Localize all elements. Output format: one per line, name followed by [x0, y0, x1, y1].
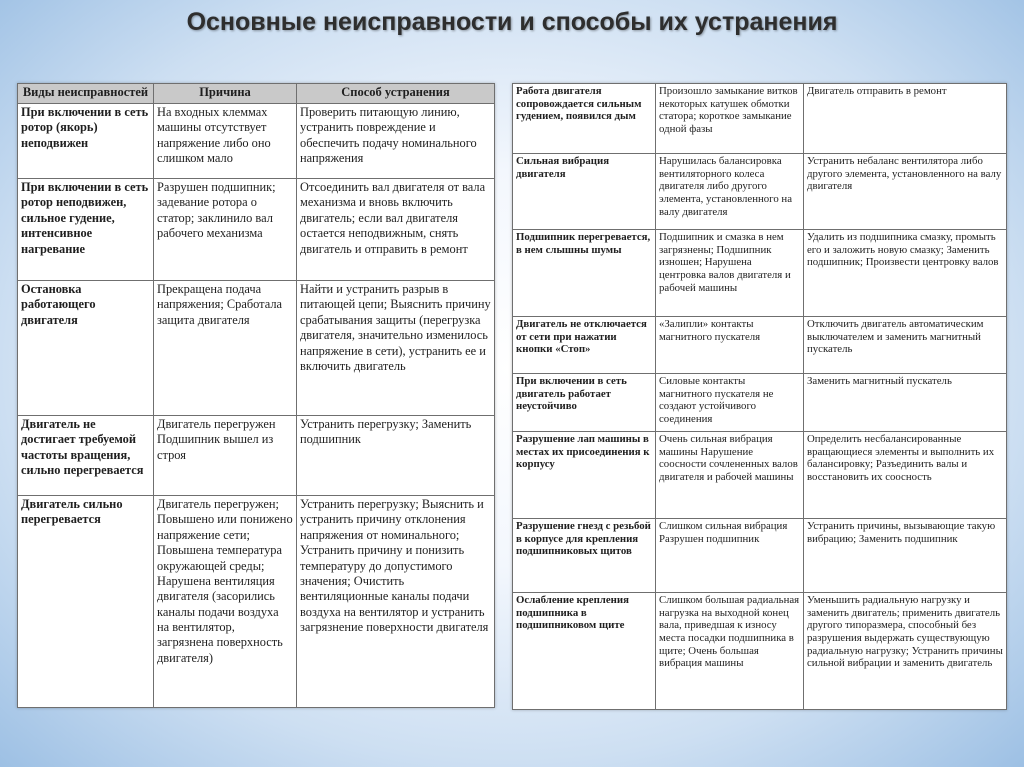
header-remedy: Способ устранения — [297, 84, 495, 104]
remedy-cell: Устранить небаланс вентилятора либо другого элемента, установленного на валу двигателя — [804, 154, 1007, 230]
fault-cell: Сильная вибрация двигателя — [513, 154, 656, 230]
table-row — [513, 230, 1007, 317]
table-row — [513, 519, 1007, 593]
fault-cell: При включении в сеть двигатель работает неустойчиво — [513, 374, 656, 432]
cause-cell: Слишком большая радиальная нагрузка на выходной конец вала, приведшая к износу места посадки подшипника в щите; Очень большая вибрация машины — [656, 593, 804, 710]
remedy-cell: Заменить магнитный пускатель — [804, 374, 1007, 432]
cause-cell: Двигатель перегружен Подшипник вышел из строя — [154, 416, 297, 496]
fault-cell: Двигатель сильно перегревается — [18, 496, 154, 708]
faults-table-left — [17, 83, 495, 708]
remedy-cell: Устранить перегрузку; Выяснить и устранить причину отклонения напряжения от номинального; Устранить причину и понизить температуру до допустимого значения; Очистить вентиляционные каналы подачи воздуха на вентилятор и устранить загрязнение поверхности двигателя — [297, 496, 495, 708]
cause-cell: Двигатель перегружен; Повышено или понижено напряжение сети; Повышена температура окружающей среды; Нарушена вентиляция двигателя (засорились каналы подачи воздуха на вентилятор, загрязнена поверхность двигателя) — [154, 496, 297, 708]
header-fault-types: Виды неисправностей — [18, 84, 154, 104]
cause-cell: Силовые контакты магнитного пускателя не создают устойчивого соединения — [656, 374, 804, 432]
fault-cell: Двигатель не отключается от сети при нажатии кнопки «Стоп» — [513, 317, 656, 374]
table-row — [513, 317, 1007, 374]
fault-cell: При включении в сеть ротор (якорь) неподвижен — [18, 104, 154, 179]
header-cause: Причина — [154, 84, 297, 104]
cause-cell: Подшипник и смазка в нем загрязнены; Подшипник изношен; Нарушена центровка валов двигателя и рабочей машины — [656, 230, 804, 317]
table-row — [18, 416, 495, 496]
table-row — [513, 84, 1007, 154]
remedy-cell: Определить несбалансированные вращающиеся элементы и выполнить их балансировку; Разъединить валы и восстановить их соосность — [804, 432, 1007, 519]
cause-cell: Прекращена подача напряжения; Сработала защита двигателя — [154, 281, 297, 416]
table-row — [513, 432, 1007, 519]
fault-cell: Двигатель не достигает требуемой частоты вращения, сильно перегревается — [18, 416, 154, 496]
fault-cell: Ослабление крепления подшипника в подшипниковом щите — [513, 593, 656, 710]
table-row — [18, 104, 495, 179]
table-row — [18, 496, 495, 708]
cause-cell: Произошло замыкание витков некоторых катушек обмотки статора; короткое замыкание одной фазы — [656, 84, 804, 154]
cause-cell: Слишком сильная вибрация Разрушен подшипник — [656, 519, 804, 593]
cause-cell: Очень сильная вибрация машины Нарушение соосности сочлененных валов двигателя и рабочей машины — [656, 432, 804, 519]
remedy-cell: Отсоединить вал двигателя от вала механизма и вновь включить двигатель; если вал двигателя остается неподвижным, снять двигатель и отправить в ремонт — [297, 179, 495, 281]
remedy-cell: Двигатель отправить в ремонт — [804, 84, 1007, 154]
fault-cell: Разрушение гнезд с резьбой в корпусе для крепления подшипниковых щитов — [513, 519, 656, 593]
remedy-cell: Проверить питающую линию, устранить повреждение и обеспечить подачу номинального напряжения — [297, 104, 495, 179]
table-header-row — [18, 84, 495, 104]
cause-cell: На входных клеммах машины отсутствует напряжение либо оно слишком мало — [154, 104, 297, 179]
remedy-cell: Удалить из подшипника смазку, промыть его и заложить новую смазку; Заменить подшипник; Произвести центровку валов — [804, 230, 1007, 317]
table-row — [18, 179, 495, 281]
table-row — [513, 593, 1007, 710]
cause-cell: Разрушен подшипник; задевание ротора о статор; заклинило вал рабочего механизма — [154, 179, 297, 281]
fault-cell: Подшипник перегревается, в нем слышны шумы — [513, 230, 656, 317]
remedy-cell: Уменьшить радиальную нагрузку и заменить двигатель; применить двигатель другого типоразмера, способный без разрушения выдержать существующую радиальную нагрузку; Устранить причины сильной вибрации и заменить двигатель — [804, 593, 1007, 710]
remedy-cell: Устранить причины, вызывающие такую вибрацию; Заменить подшипник — [804, 519, 1007, 593]
table-row — [513, 154, 1007, 230]
fault-cell: Разрушение лап машины в местах их присоединения к корпусу — [513, 432, 656, 519]
remedy-cell: Отключить двигатель автоматическим выключателем и заменить магнитный пускатель — [804, 317, 1007, 374]
slide-title: Основные неисправности и способы их устранения — [186, 8, 838, 36]
cause-cell: Нарушилась балансировка вентиляторного колеса двигателя либо другого элемента, установленного на валу двигателя — [656, 154, 804, 230]
remedy-cell: Найти и устранить разрыв в питающей цепи; Выяснить причину срабатывания защиты (перегрузка двигателя, значительно изменилось напряжение в сети), устранить ее и включить двигатель — [297, 281, 495, 416]
remedy-cell: Устранить перегрузку; Заменить подшипник — [297, 416, 495, 496]
table-row — [18, 281, 495, 416]
cause-cell: «Залипли» контакты магнитного пускателя — [656, 317, 804, 374]
table-row — [513, 374, 1007, 432]
fault-cell: Работа двигателя сопровождается сильным гудением, появился дым — [513, 84, 656, 154]
fault-cell: При включении в сеть ротор неподвижен, сильное гудение, интенсивное нагревание — [18, 179, 154, 281]
fault-cell: Остановка работающего двигателя — [18, 281, 154, 416]
faults-table-right — [512, 83, 1007, 710]
